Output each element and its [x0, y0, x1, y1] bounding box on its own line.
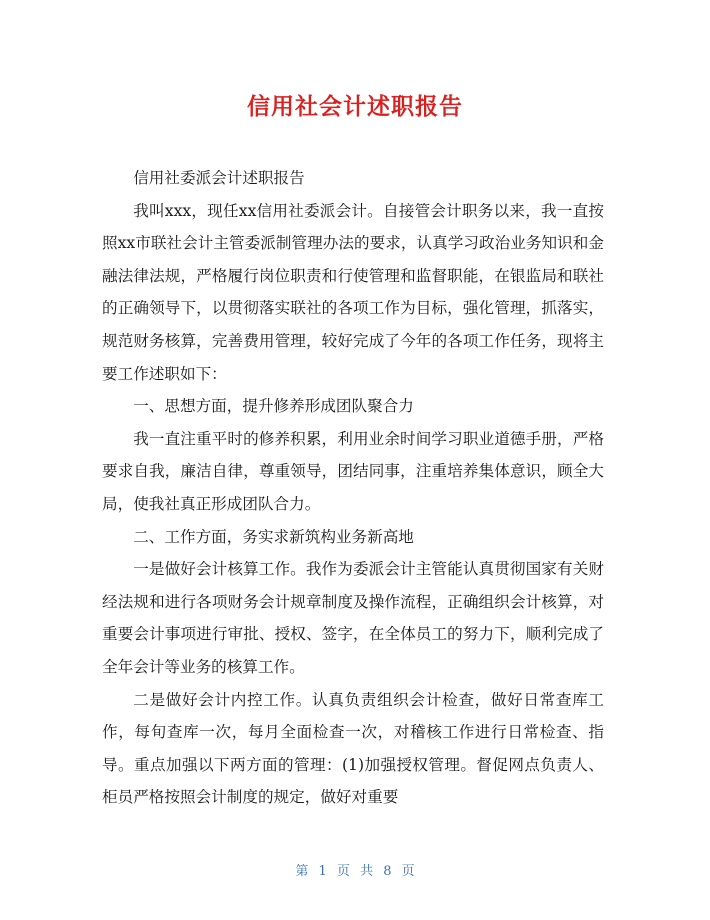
paragraph-ideology: 我一直注重平时的修养积累，利用业余时间学习职业道德手册，严格要求自我，廉洁自律，尊重领导，团结同事，注重培养集体意识，顾全大局，使我社真正形成团队合力。	[102, 429, 604, 513]
section-heading-work: 二、工作方面，务实求新筑构业务新高地	[133, 527, 414, 546]
document-body	[102, 162, 604, 814]
paragraph-internal-control: 二是做好会计内控工作。认真负责组织会计检查，做好日常查库工作，每旬查库一次，每月全面检查一次，对稽核工作进行日常检查、指导。重点加强以下两方面的管理：(1)加强授权管理。督促网点负责人、柜员严格按照会计制度的规定，做好对重要	[102, 690, 604, 807]
paragraph-introduction: 我叫xxx，现任xx信用社委派会计。自接管会计职务以来，我一直按照xx市联社会计主管委派制管理办法的要求，认真学习政治业务知识和金融法律法规，严格履行岗位职责和行使管理和监督职能，在银监局和联社的正确领导下，以贯彻落实联社的各项工作为目标，强化管理，抓落实，规范财务核算，完善费用管理，较好完成了今年的各项工作任务，现将主要工作述职如下：	[102, 201, 604, 383]
paragraph-subtitle: 信用社委派会计述职报告	[133, 169, 305, 187]
paragraph-accounting: 一是做好会计核算工作。我作为委派会计主管能认真贯彻国家有关财经法规和进行各项财务会计规章制度及操作流程，正确组织会计核算，对重要会计事项进行审批、授权、签字，在全体员工的努力下，顺利完成了全年会计等业务的核算工作。	[102, 560, 604, 676]
section-heading-ideology: 一、思想方面，提升修养形成团队聚合力	[133, 397, 414, 416]
document-title: 信用社会计述职报告	[247, 94, 463, 120]
page-number-footer: 第 1 页 共 8 页	[295, 864, 415, 879]
